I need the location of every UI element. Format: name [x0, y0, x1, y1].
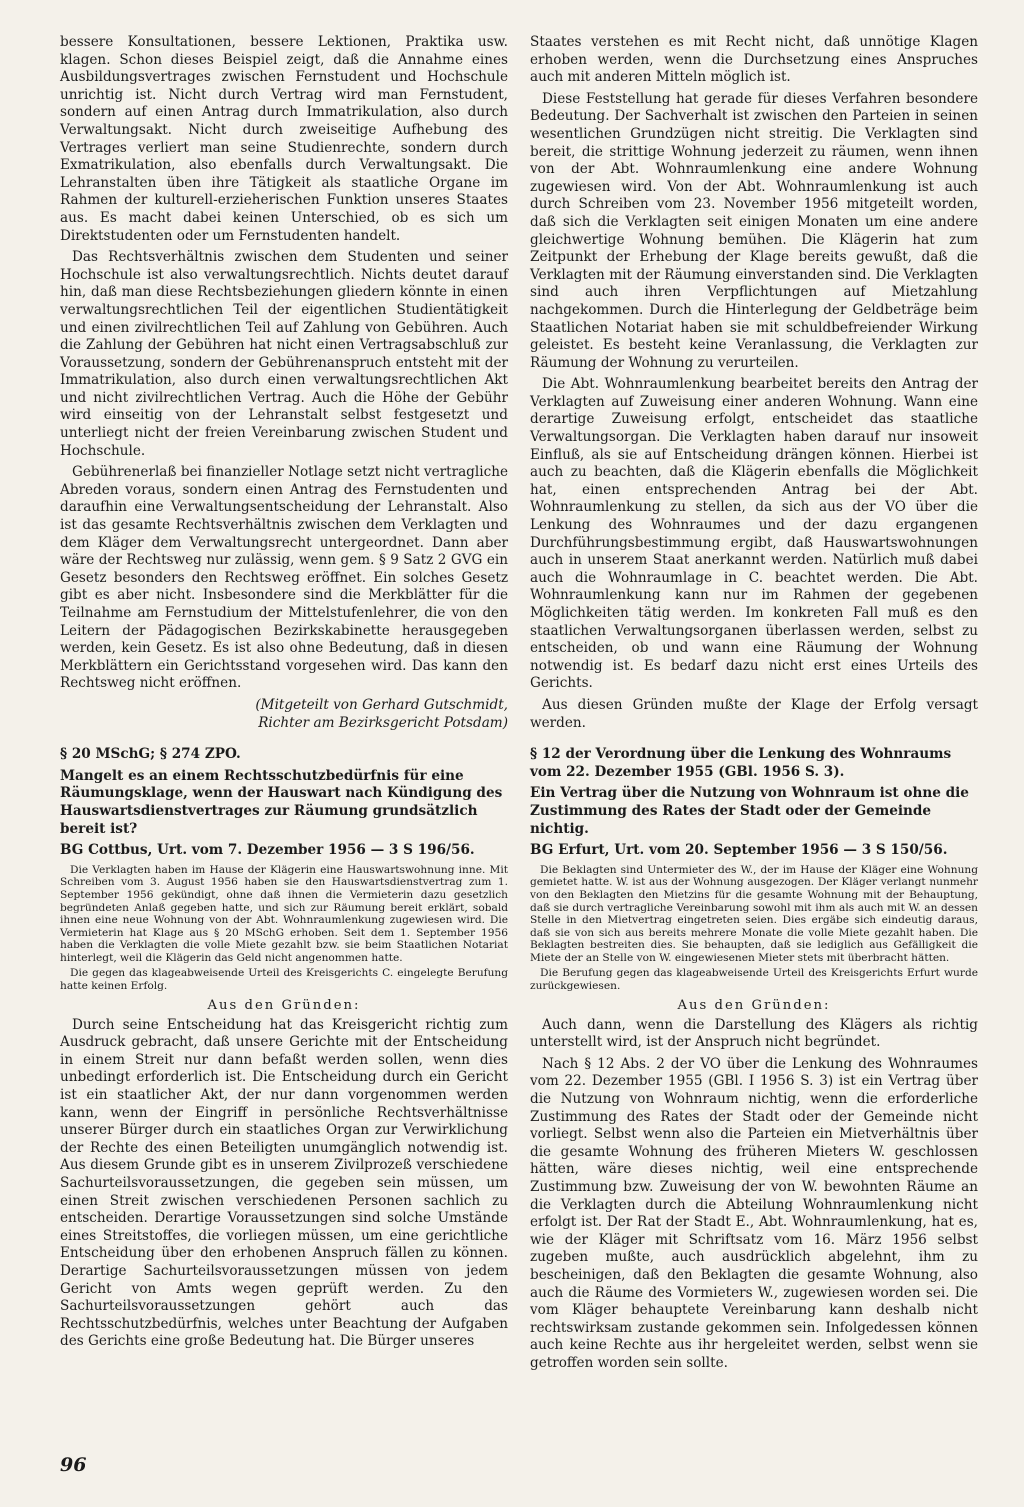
body-paragraph: Durch seine Entscheidung hat das Kreisgericht richtig zum Ausdruck gebracht, daß unsere Gerichte mit der Entscheidung in einem Streit nur dann befaßt werden sollen, wenn dies unbedingt erforderlich ist. Die Entscheidung durch ein Gericht ist ein staatlicher Akt, der nur dann vorgenommen werden kann, wenn der Eingriff in persönliche Rechtsverhältnisse unserer Bürger durch ein staatliches Organ zur Verwirklichung der Rechte des einen Beteiligten unumgänglich notwendig ist. Aus diesem Grunde gibt es in unserem Zivilprozeß verschiedene Sachurteilsvoraussetzungen, die gegeben sein müssen, um einen Streit zwischen verschiedenen Personen sachlich zu entscheiden. Derartige Voraussetzungen sind solche Umstände eines Streitstoffes, die vorliegen müssen, um eine gerichtliche Entscheidung über den erhobenen Anspruch fällen zu können. Derartige Sachurteilsvoraussetzungen müssen von jedem Gericht von Amts wegen geprüft werden. Zu den Sachurteilsvoraussetzungen gehört auch das Rechtsschutzbedürfnis, welches unter Beachtung der Aufgaben des Gerichts eine große Bedeutung hat. Die Bürger unseres: [60, 1016, 508, 1350]
body-paragraph: Die Abt. Wohnraumlenkung bearbeitet bereits den Antrag der Verklagten auf Zuweisung einer anderen Wohnung. Wann eine derartige Zuweisung erfolgt, entscheidet das staatliche Verwaltungsorgan. Die Verklagten haben darauf nur insoweit Einfluß, als sie auf Entscheidung drängen können. Hierbei ist auch zu beachten, daß die Klägerin ebenfalls die Möglichkeit hat, einen entsprechenden Antrag bei der Abt. Wohnraumlenkung zu stellen, da sich aus der VO über die Lenkung des Wohnraumes und der dazu ergangenen Durchführungsbestimmung ergibt, daß Hauswartswohnungen auch in unserem Staat anerkannt werden. Natürlich muß dabei auch die Wohnraumlage in C. beachtet werden. Die Abt. Wohnraumlenkung kann nur im Rahmen der gegebenen Möglichkeiten tätig werden. Im konkreten Fall muß es den staatlichen Verwaltungsorganen überlassen werden, selbst zu entscheiden, ob und wann eine Räumung der Wohnung notwendig ist. Es bedarf dazu nicht erst eines Urteils des Gerichts.: [530, 376, 978, 692]
court-line: BG Erfurt, Urt. vom 20. September 1956 — 3 S 150/56.: [530, 842, 948, 859]
facts-paragraph: Die Berufung gegen das klageabweisende Urteil des Kreisgerichts Erfurt wurde zurückgewiesen.: [530, 967, 978, 993]
citation-line: Richter am Bezirksgericht Potsdam): [258, 714, 508, 731]
body-paragraph: Gebührenerlaß bei finanzieller Notlage setzt nicht vertragliche Abreden voraus, sondern einen Antrag des Fernstudenten und daraufhin eine Verwaltungsentscheidung der Lehranstalt. Also ist das gesamte Rechtsverhältnis zwischen dem Verklagten und dem Kläger dem Verwaltungsrecht untergeordnet. Dann aber wäre der Rechtsweg nur zulässig, wenn gem. § 9 Satz 2 GVG ein Gesetz besonders den Rechtsweg eröffnet. Ein solches Gesetz gibt es aber nicht. Insbesondere sind die Merkblätter für die Teilnahme am Fernstudium der Mittelstufenlehrer, die von den Leitern der Pädagogischen Bezirkskabinette herausgegeben werden, kein Gesetz. Es ist also ohne Bedeutung, daß in diesen Merkblättern ein Gerichtsstand vorgesehen wird. Das kann den Rechtsweg nicht eröffnen.: [60, 464, 508, 692]
right-column: [530, 34, 978, 1377]
body-paragraph: bessere Konsultationen, bessere Lektionen, Praktika usw. klagen. Schon dieses Beispiel zeigt, daß die Annahme eines Ausbildungsvertrages zwischen Fernstudent und Hochschule unrichtig ist. Nicht durch Vertrag wird man Fernstudent, sondern auf einen Antrag durch Immatrikulation, also durch Verwaltungsakt. Nicht durch zweiseitige Aufhebung des Vertrages verliert man seine Studienrechte, sondern durch Exmatrikulation, also ebenfalls durch Verwaltungsakt. Die Lehranstalten üben ihre Tätigkeit als staatliche Organe im Rahmen der kulturell-erzieherischen Funktion unseres Staates aus. Es macht dabei keinen Unterschied, ob es sich um Direktstudenten oder um Fernstudenten handelt.: [60, 34, 508, 244]
facts-paragraph: Die Verklagten haben im Hause der Klägerin eine Hauswartswohnung inne. Mit Schreiben vom 3. August 1956 haben sie den Hauswartsdienstvertrag zum 1. September 1956 gekündigt, ohne daß ihnen die Vermieterin dazu gesetzlich begründeten Anlaß gegeben hatte, und sich zur Räumung bereit erklärt, sobald ihnen eine neue Wohnung von der Abt. Wohnraumlenkung zugewiesen wird. Die Vermieterin hat Klage aus § 20 MSchG erhoben. Seit dem 1. September 1956 haben die Verklagten die volle Miete gezahlt bzw. sie beim Staatlichen Notariat hinterlegt, weil die Klägerin das Geld nicht angenommen hatte.: [60, 863, 508, 964]
body-paragraph: Nach § 12 Abs. 2 der VO über die Lenkung des Wohnraumes vom 22. Dezember 1955 (GBl. I 1956 S. 3) ist ein Vertrag über die Nutzung von Wohnraum nichtig, wenn die erforderliche Zustimmung des Rates der Stadt oder der Gemeinde nicht vorliegt. Selbst wenn also die Parteien ein Mietverhältnis über die gesamte Wohnung des früheren Mieters W. geschlossen hätten, wäre dieses nichtig, weil eine entsprechende Zustimmung bzw. Zuweisung der von W. bewohnten Räume an die Verklagten durch die Abteilung Wohnraumlenkung nicht erfolgt ist. Der Rat der Stadt E., Abt. Wohnraumlenkung, hat es, wie der Kläger mit Schriftsatz vom 16. März 1956 selbst zugeben mußte, auch ausdrücklich abgelehnt, ihm zu bescheinigen, daß den Beklagten die gesamte Wohnung, also auch die Räume des Vormieters W., zugewiesen worden sei. Die vom Kläger behauptete Vereinbarung kann deshalb nicht rechtswirksam zustande gekommen sein. Infolgedessen können auch keine Rechte aus ihr hergeleitet werden, selbst wenn sie getroffen worden sein sollte.: [530, 1055, 978, 1371]
facts-paragraph: Die Beklagten sind Untermieter des W., der im Hause der Kläger eine Wohnung gemietet hatte. W. ist aus der Wohnung ausgezogen. Der Kläger verlangt nunmehr von den Beklagten den Mietzins für die gesamte Wohnung mit der Behauptung, daß sie durch vertragliche Vereinbarung sowohl mit ihm als auch mit W. an dessen Stelle in den Mietvertrag eingetreten seien. Dies ergäbe sich eindeutig daraus, daß sie von sich aus bereits mehrere Monate die volle Miete gezahlt haben. Die Beklagten bestreiten dies. Sie behaupten, daß sie lediglich aus Gefälligkeit die Miete der an Stelle von W. eingewiesenen Mieter stets mit überbracht hätten.: [530, 863, 978, 964]
contributor-citation: [60, 697, 508, 732]
section-heading: § 20 MSchG; § 274 ZPO.: [60, 746, 241, 763]
headnote: Ein Vertrag über die Nutzung von Wohnraum ist ohne die Zustimmung des Rates der Stadt oder der Gemeinde nichtig.: [530, 785, 969, 837]
reasons-heading: Aus den Gründen:: [677, 997, 831, 1013]
body-paragraph: Auch dann, wenn die Darstellung des Klägers als richtig unterstellt wird, ist der Anspruch nicht begründet.: [530, 1016, 978, 1051]
page-number: 96: [60, 1454, 87, 1476]
body-paragraph: Diese Feststellung hat gerade für dieses Verfahren besondere Bedeutung. Der Sachverhalt ist zwischen den Parteien in seinen wesentlichen Grundzügen nicht streitig. Die Verklagten sind bereit, die strittige Wohnung jederzeit zu räumen, wenn ihnen von der Abt. Wohnraumlenkung eine andere Wohnung zugewiesen wird. Von der Abt. Wohnraumlenkung ist auch durch Schreiben vom 23. November 1956 mitgeteilt worden, daß sich die Verklagten seit einigen Monaten um eine andere gleichwertige Wohnung bemühen. Die Klägerin hat zum Zeitpunkt der Erhebung der Klage bereits gewußt, daß die Verklagten mit der Räumung einverstanden sind. Die Verklagten sind auch ihren Verpflichtungen auf Mietzahlung nachgekommen. Durch die Hinterlegung der Geldbeträge beim Staatlichen Notariat haben sie mit schuldbefreiender Wirkung geleistet. Es besteht keine Veranlassung, die Verklagten zur Räumung der Wohnung zu verurteilen.: [530, 90, 978, 371]
headnote: Mangelt es an einem Rechtsschutzbedürfnis für eine Räumungsklage, wenn der Hauswart nach Kündigung des Hauswartsdienstvertrages zur Räumung grundsätzlich bereit ist?: [60, 767, 503, 837]
reasons-heading: Aus den Gründen:: [207, 997, 361, 1013]
court-line: BG Cottbus, Urt. vom 7. Dezember 1956 — 3 S 196/56.: [60, 842, 475, 859]
left-column: [60, 34, 508, 1355]
body-paragraph: Aus diesen Gründen mußte der Klage der Erfolg versagt werden.: [530, 696, 978, 731]
facts-paragraph: Die gegen das klageabweisende Urteil des Kreisgerichts C. eingelegte Berufung hatte keinen Erfolg.: [60, 967, 508, 993]
body-paragraph: Staates verstehen es mit Recht nicht, daß unnötige Klagen erhoben werden, wenn die Durchsetzung eines Anspruches auch mit anderen Mitteln möglich ist.: [530, 34, 978, 86]
citation-line: (Mitgeteilt von Gerhard Gutschmidt,: [255, 696, 508, 713]
body-paragraph: Das Rechtsverhältnis zwischen dem Studenten und seiner Hochschule ist also verwaltungsrechtlich. Nichts deutet darauf hin, daß man diese Rechtsbeziehungen gliedern könnte in einen verwaltungsrechtlichen Teil der eigentlichen Studientätigkeit und einen zivilrechtlichen Teil auf Zahlung von Gebühren. Auch die Zahlung der Gebühren hat nicht einen Vertragsabschluß zur Voraussetzung, sondern der Gebührenanspruch entsteht mit der Immatrikulation, also durch einen verwaltungsrechtlichen Akt und nicht zivilrechtlichen Vertrag. Auch die Höhe der Gebühr wird einseitig von der Lehranstalt selbst festgesetzt und unterliegt nicht der freien Vereinbarung zwischen Student und Hochschule.: [60, 249, 508, 459]
section-heading: § 12 der Verordnung über die Lenkung des Wohnraums vom 22. Dezember 1955 (GBl. 1956 S. 3).: [530, 746, 952, 780]
